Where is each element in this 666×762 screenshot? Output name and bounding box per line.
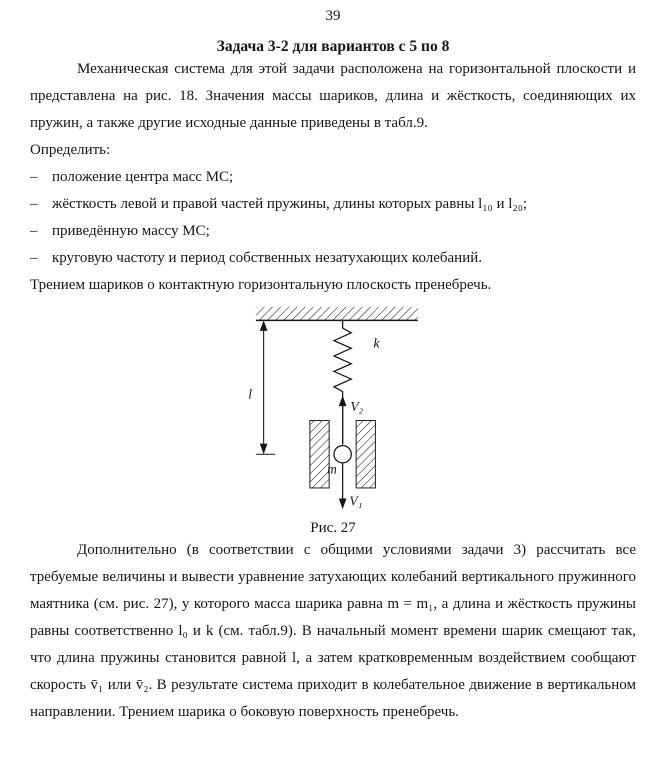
mechanics-figure (30, 303, 636, 537)
list-dash: – (30, 196, 38, 212)
ball (334, 446, 351, 463)
v1-label: V₁ (349, 493, 363, 509)
dimension-arrow-down (260, 444, 268, 455)
list-dash: – (30, 169, 38, 185)
list-item (30, 164, 636, 191)
list-item (30, 245, 636, 272)
list-item-text: жёсткость левой и правой частей пружины, длины которых равны l₁₀ и l₂₀; (52, 196, 528, 212)
page-number: 39 (325, 8, 341, 24)
spring-length-label: l (248, 386, 253, 402)
define-heading: Определить: (30, 142, 111, 158)
list-item-text: положение центра масс МС; (52, 169, 234, 185)
dimension-arrow-up (260, 320, 268, 331)
left-wall (310, 421, 329, 488)
list-item-text: круговую частоту и период собственных незатухающих колебаний. (52, 250, 483, 266)
additional-paragraph: Дополнительно (в соответствии с общими условиями задачи 3) рассчитать все требуемые величины и вывести уравнение затухающих колебаний вертикального пружинного маятника (см. рис. 27), у которого масса шарика равна m = m₁, а длина и жёсткость пружины равны соответственно l₀ и k (см. табл.9). В начальный момент времени шарик смещают так, что длина пружины становится равной l, а затем кратковременным воздействием сообщают скорость v̄₁ или v̄₂. В результате система приходит в колебательное движение в вертикальном направлении. Трением шарика о боковую поверхность пренебречь. (30, 542, 636, 720)
mass-label: m (327, 461, 337, 477)
page-title: Задача 3-2 для вариантов с 5 по 8 (216, 38, 450, 55)
list-item (30, 218, 636, 245)
spring-stiffness-label: k (373, 335, 380, 351)
v2-label: V₂ (350, 398, 364, 414)
list-item-text: приведённую массу МС; (52, 223, 210, 239)
v1-arrowhead (339, 499, 347, 510)
spring-pendulum-diagram (227, 303, 439, 513)
intro-paragraph: Механическая система для этой задачи расположена на горизонтальной плоскости и представлена на рис. 18. Значения массы шариков, длина и жёсткость, соединяющих их пружин, а также другие исходные данные приведены в табл.9. (30, 61, 636, 131)
right-wall (356, 421, 375, 488)
list-dash: – (30, 250, 38, 266)
v2-arrowhead (339, 395, 347, 406)
list-item (30, 191, 636, 218)
friction-note: Трением шариков о контактную горизонтальную плоскость пренебречь. (30, 277, 492, 293)
figure-caption: Рис. 27 (310, 520, 356, 536)
ceiling-hatch (256, 307, 418, 320)
list-dash: – (30, 223, 38, 239)
requirements-list (30, 164, 636, 272)
